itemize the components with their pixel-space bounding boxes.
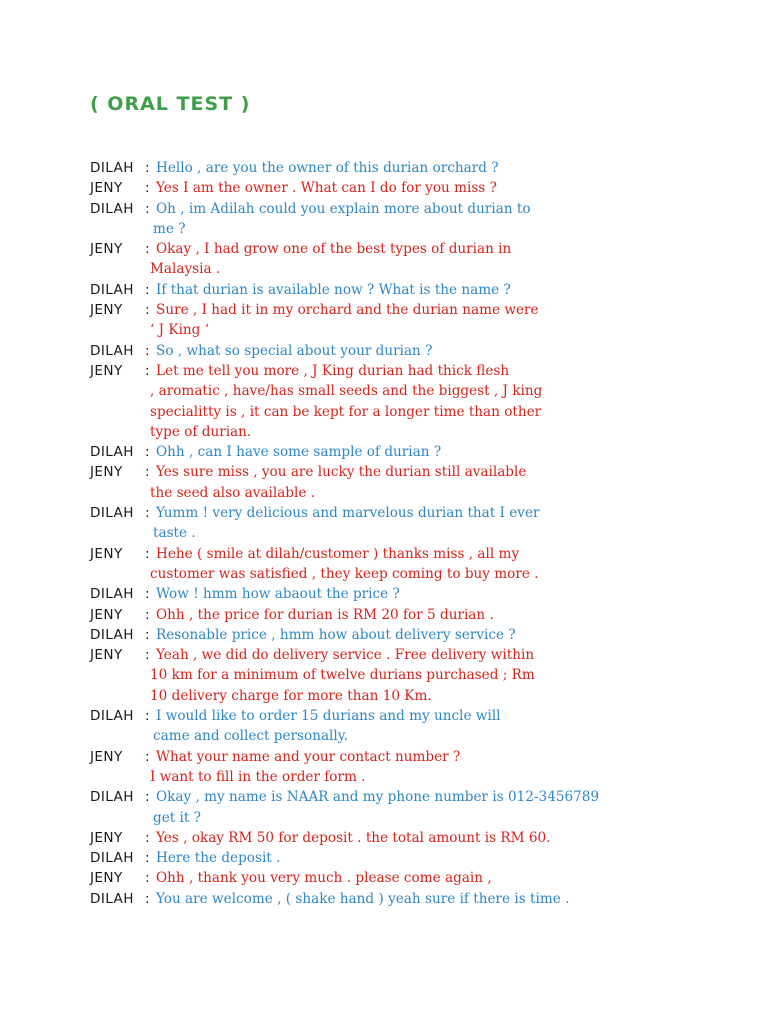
- dialogue-entry: [0, 300, 768, 341]
- speaker-name: DILAH: [90, 281, 134, 298]
- dialogue-text: Okay , my name is NAAR and my phone number is 012-3456789: [156, 789, 600, 806]
- dialogue-text: came and collect personally.: [153, 728, 348, 745]
- dialogue-text: Malaysia .: [150, 261, 221, 278]
- dialogue-transcript: [0, 158, 768, 909]
- dialogue-text: Okay , I had grow one of the best types of durian in: [156, 241, 512, 258]
- speaker-name: JENY: [90, 180, 123, 197]
- dialogue-text: Yes , okay RM 50 for deposit . the total amount is RM 60.: [156, 829, 551, 846]
- dialogue-entry: [0, 625, 768, 645]
- dialogue-line: [0, 645, 768, 665]
- speaker-name: JENY: [90, 647, 123, 664]
- dialogue-entry: [0, 828, 768, 848]
- speaker-separator: :: [145, 829, 150, 846]
- dialogue-entry: [0, 584, 768, 604]
- speaker-separator: :: [145, 606, 150, 623]
- dialogue-text: Yes sure miss , you are lucky the durian still available: [156, 464, 527, 481]
- dialogue-text: , aromatic , have/has small seeds and the biggest , J king: [150, 383, 543, 400]
- dialogue-entry: [0, 442, 768, 462]
- dialogue-text: Hello , are you the owner of this durian orchard ?: [156, 160, 499, 176]
- dialogue-text: I want to fill in the order form .: [150, 768, 366, 785]
- dialogue-line: [0, 726, 768, 746]
- dialogue-line: [0, 686, 768, 706]
- dialogue-line: [0, 442, 768, 462]
- dialogue-text: ‘ J King ‘: [150, 322, 210, 339]
- dialogue-line: [0, 381, 768, 401]
- dialogue-text: Yumm ! very delicious and marvelous durian that I ever: [156, 505, 540, 522]
- speaker-separator: :: [145, 708, 150, 725]
- dialogue-entry: [0, 889, 768, 909]
- dialogue-entry: [0, 178, 768, 198]
- dialogue-line: [0, 300, 768, 320]
- dialogue-entry: [0, 341, 768, 361]
- dialogue-text: I would like to order 15 durians and my uncle will: [156, 708, 501, 725]
- dialogue-line: [0, 280, 768, 300]
- dialogue-text: Resonable price , hmm how about delivery service ?: [156, 626, 516, 643]
- dialogue-text: Hehe ( smile at dilah/customer ) thanks miss , all my: [156, 545, 520, 562]
- dialogue-text: type of durian.: [150, 423, 252, 440]
- speaker-separator: :: [145, 890, 150, 907]
- dialogue-line: [0, 747, 768, 767]
- dialogue-entry: [0, 280, 768, 300]
- speaker-name: DILAH: [90, 160, 134, 176]
- dialogue-line: [0, 889, 768, 909]
- dialogue-text: If that durian is available now ? What is the name ?: [156, 281, 511, 298]
- speaker-name: JENY: [90, 870, 123, 887]
- dialogue-line: [0, 544, 768, 564]
- dialogue-entry: [0, 868, 768, 888]
- dialogue-text: specialitty is , it can be kept for a longer time than other: [150, 403, 542, 420]
- dialogue-entry: [0, 747, 768, 788]
- dialogue-line: [0, 341, 768, 361]
- speaker-name: DILAH: [90, 626, 134, 643]
- dialogue-line: [0, 848, 768, 868]
- dialogue-entry: [0, 706, 768, 747]
- dialogue-text: You are welcome , ( shake hand ) yeah sure if there is time .: [156, 890, 570, 907]
- dialogue-text: taste .: [153, 525, 196, 542]
- dialogue-line: [0, 665, 768, 685]
- dialogue-text: Sure , I had it in my orchard and the durian name were: [156, 302, 539, 319]
- speaker-name: DILAH: [90, 444, 134, 461]
- dialogue-line: [0, 199, 768, 219]
- speaker-separator: :: [145, 281, 150, 298]
- speaker-name: JENY: [90, 362, 123, 379]
- dialogue-line: [0, 462, 768, 482]
- speaker-separator: :: [145, 626, 150, 643]
- dialogue-text: 10 delivery charge for more than 10 Km.: [150, 687, 432, 704]
- speaker-separator: :: [145, 586, 150, 603]
- speaker-separator: :: [145, 464, 150, 481]
- dialogue-entry: [0, 462, 768, 503]
- dialogue-text: 10 km for a minimum of twelve durians purchased ; Rm: [150, 667, 535, 684]
- dialogue-line: [0, 422, 768, 442]
- dialogue-text: me ?: [153, 220, 186, 237]
- speaker-separator: :: [145, 444, 150, 461]
- speaker-separator: :: [145, 789, 150, 806]
- speaker-name: JENY: [90, 545, 123, 562]
- speaker-separator: :: [145, 200, 150, 217]
- dialogue-text: Wow ! hmm how abaout the price ?: [156, 586, 400, 603]
- dialogue-line: [0, 584, 768, 604]
- dialogue-entry: [0, 361, 768, 442]
- speaker-name: DILAH: [90, 505, 134, 522]
- dialogue-entry: [0, 503, 768, 544]
- dialogue-line: [0, 625, 768, 645]
- speaker-separator: :: [145, 647, 150, 664]
- dialogue-line: [0, 767, 768, 787]
- dialogue-entry: [0, 787, 768, 828]
- dialogue-line: [0, 868, 768, 888]
- page-title: ( ORAL TEST ): [90, 93, 251, 115]
- speaker-separator: :: [145, 180, 150, 197]
- dialogue-line: [0, 706, 768, 726]
- dialogue-entry: [0, 158, 768, 178]
- dialogue-text: What your name and your contact number ?: [156, 748, 461, 765]
- speaker-separator: :: [145, 342, 150, 359]
- dialogue-text: the seed also available .: [150, 484, 316, 501]
- speaker-name: DILAH: [90, 850, 134, 867]
- dialogue-text: Here the deposit .: [156, 850, 281, 867]
- dialogue-line: [0, 402, 768, 422]
- speaker-separator: :: [145, 748, 150, 765]
- speaker-name: JENY: [90, 241, 123, 258]
- dialogue-line: [0, 605, 768, 625]
- dialogue-line: [0, 483, 768, 503]
- dialogue-text: customer was satisfied , they keep coming to buy more .: [150, 565, 539, 582]
- dialogue-text: Oh , im Adilah could you explain more about durian to: [156, 200, 531, 217]
- speaker-separator: :: [145, 362, 150, 379]
- dialogue-line: [0, 787, 768, 807]
- speaker-separator: :: [145, 241, 150, 258]
- speaker-name: DILAH: [90, 708, 134, 725]
- dialogue-line: [0, 503, 768, 523]
- dialogue-text: Ohh , can I have some sample of durian ?: [156, 444, 442, 461]
- dialogue-text: get it ?: [153, 809, 201, 826]
- dialogue-entry: [0, 199, 768, 240]
- dialogue-text: Yes I am the owner . What can I do for you miss ?: [156, 180, 497, 197]
- dialogue-text: Let me tell you more , J King durian had thick flesh: [156, 362, 510, 379]
- speaker-separator: :: [145, 545, 150, 562]
- speaker-separator: :: [145, 870, 150, 887]
- speaker-name: DILAH: [90, 342, 134, 359]
- speaker-name: DILAH: [90, 586, 134, 603]
- speaker-separator: :: [145, 505, 150, 522]
- dialogue-line: [0, 239, 768, 259]
- speaker-name: JENY: [90, 748, 123, 765]
- speaker-name: DILAH: [90, 789, 134, 806]
- dialogue-text: So , what so special about your durian ?: [156, 342, 433, 359]
- dialogue-entry: [0, 239, 768, 280]
- dialogue-line: [0, 158, 768, 178]
- speaker-separator: :: [145, 302, 150, 319]
- speaker-separator: :: [145, 160, 150, 176]
- speaker-name: JENY: [90, 606, 123, 623]
- dialogue-line: [0, 259, 768, 279]
- dialogue-line: [0, 178, 768, 198]
- dialogue-line: [0, 523, 768, 543]
- speaker-name: DILAH: [90, 200, 134, 217]
- speaker-name: DILAH: [90, 890, 134, 907]
- dialogue-line: [0, 564, 768, 584]
- dialogue-text: Yeah , we did do delivery service . Free delivery within: [156, 647, 535, 664]
- speaker-separator: :: [145, 850, 150, 867]
- dialogue-text: Ohh , the price for durian is RM 20 for 5 durian .: [156, 606, 494, 623]
- dialogue-line: [0, 361, 768, 381]
- dialogue-line: [0, 808, 768, 828]
- dialogue-text: Ohh , thank you very much . please come again ,: [156, 870, 492, 887]
- dialogue-entry: [0, 544, 768, 585]
- dialogue-entry: [0, 605, 768, 625]
- dialogue-line: [0, 828, 768, 848]
- speaker-name: JENY: [90, 302, 123, 319]
- speaker-name: JENY: [90, 464, 123, 481]
- dialogue-line: [0, 219, 768, 239]
- dialogue-line: [0, 320, 768, 340]
- speaker-name: JENY: [90, 829, 123, 846]
- dialogue-entry: [0, 848, 768, 868]
- dialogue-entry: [0, 645, 768, 706]
